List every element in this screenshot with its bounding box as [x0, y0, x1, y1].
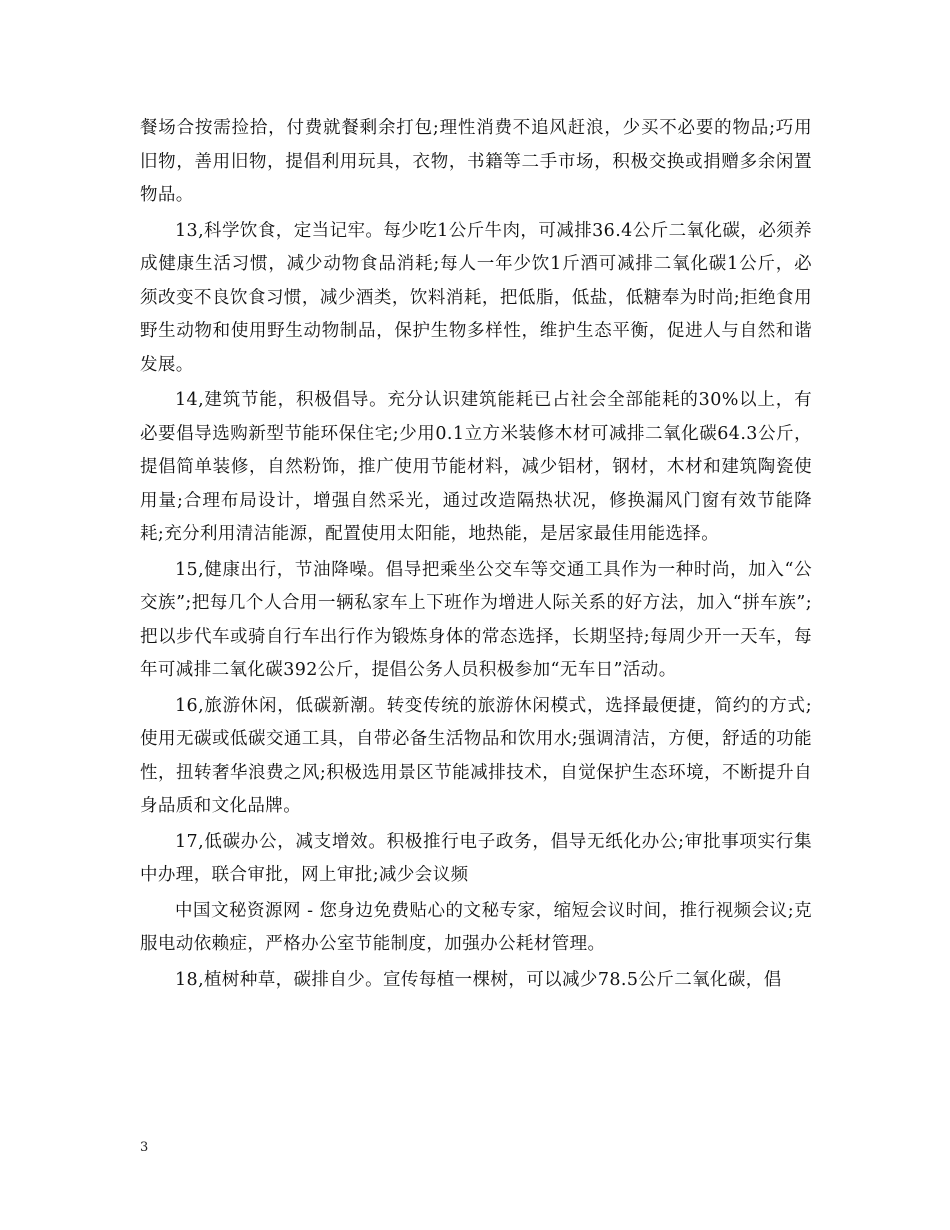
paragraph-14: 14,建筑节能，积极倡导。充分认识建筑能耗已占社会全部能耗的30%以上，有必要倡导选购新型节能环保住宅;少用0.1立方米装修木材可减排二氧化碳64.3公斤，提倡简单装修，自然粉饰，推广使用节能材料，减少铝材，钢材，木材和建筑陶瓷使用量;合理布局设计，增强自然采光，通过改造隔热状况，修换漏风门窗有效节能降耗;充分利用清洁能源，配置使用太阳能，地热能，是居家最佳用能选择。: [140, 390, 812, 544]
paragraph-13: 13,科学饮食，定当记牢。每少吃1公斤牛肉，可减排36.4公斤二氧化碳，必须养成健康生活习惯，减少动物食品消耗;每人一年少饮1斤酒可减排二氧化碳1公斤，必须改变不良饮食习惯，减少酒类，饮料消耗，把低脂，低盐，低糖奉为时尚;拒绝食用野生动物和使用野生动物制品，保护生物多样性，维护生态平衡，促进人与自然和谐发展。: [140, 220, 812, 375]
paragraph-17: 17,低碳办公，减支增效。积极推行电子政务，倡导无纸化办公;审批事项实行集中办理，联合审批，网上审批;减少会议频: [140, 831, 812, 885]
document-body: [140, 112, 812, 999]
page-number: 3: [140, 1140, 149, 1155]
paragraph-18: 18,植树种草，碳排自少。宣传每植一棵树，可以减少78.5公斤二氧化碳，倡: [175, 969, 782, 990]
paragraph-15: 15,健康出行，节油降噪。倡导把乘坐公交车等交通工具作为一种时尚，加入“公交族”;把每几个人合用一辆私家车上下班作为增进人际关系的好方法，加入“拼车族”;把以步代车或骑自行车出行作为锻炼身体的常态选择，长期坚持;每周少开一天车，每年可减排二氧化碳392公斤，提倡公务人员积极参加“无车日”活动。: [140, 559, 812, 680]
paragraph-16: 16,旅游休闲，低碳新潮。转变传统的旅游休闲模式，选择最便捷，简约的方式;使用无碳或低碳交通工具，自带必备生活物品和饮用水;强调清洁，方便，舒适的功能性，扭转奢华浪费之风;积极选用景区节能减排技术，自觉保护生态环境，不断提升自身品质和文化品牌。: [140, 695, 812, 816]
paragraph-17-continued: 中国文秘资源网 - 您身边免费贴心的文秘专家，缩短会议时间，推行视频会议;克服电动依赖症，严格办公室节能制度，加强办公耗材管理。: [140, 900, 812, 954]
paragraph-1: 餐场合按需捡拾，付费就餐剩余打包;理性消费不追风赶浪，少买不必要的物品;巧用旧物，善用旧物，提倡利用玩具，衣物，书籍等二手市场，积极交换或捐赠多余闲置物品。: [140, 118, 812, 205]
